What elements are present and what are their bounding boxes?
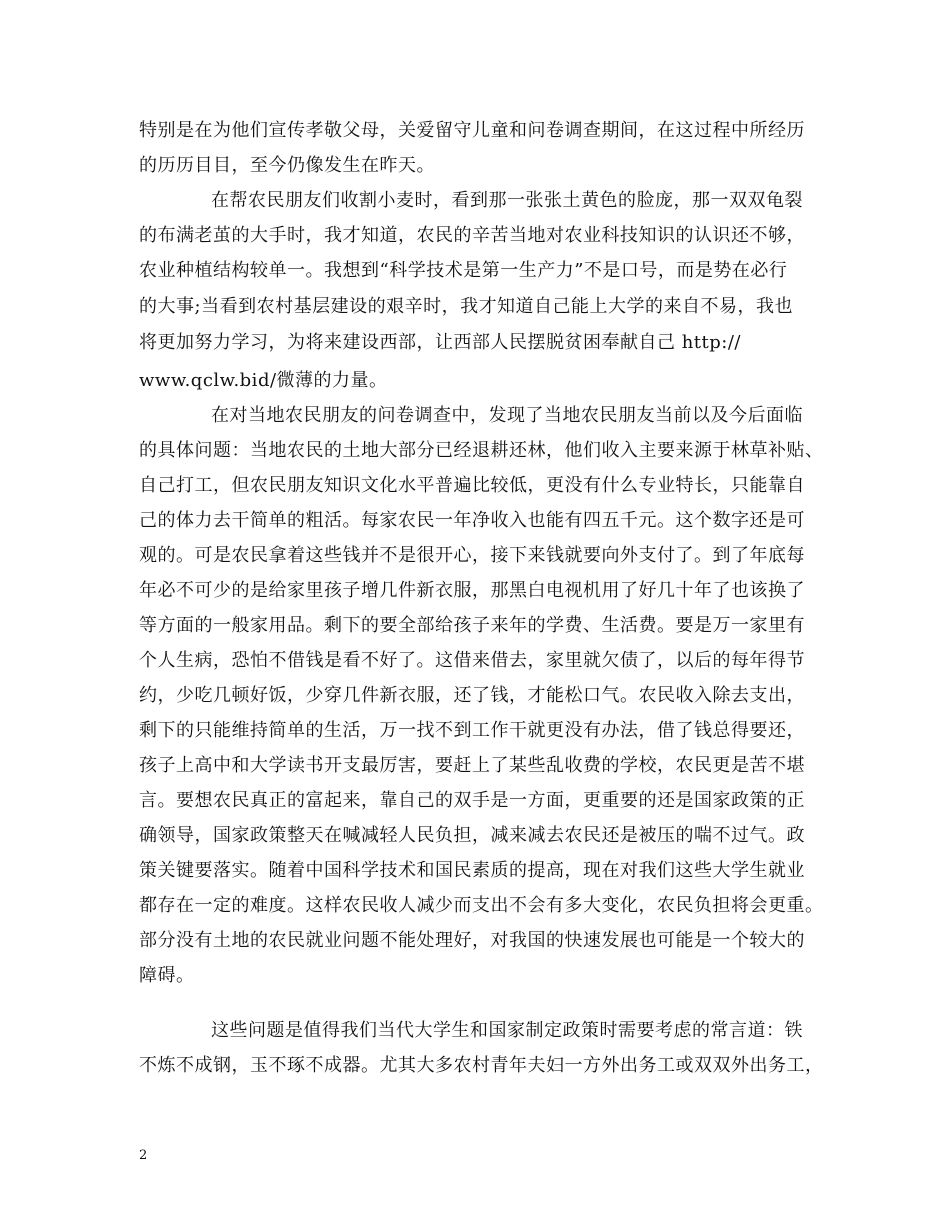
body-text-line: 言。要想农民真正的富起来，靠自己的双手是一方面，更重要的还是国家政策的正: [139, 790, 805, 811]
body-text-line: 确领导，国家政策整天在喊减轻人民负担，减来减去农民还是被压的喘不过气。政: [139, 825, 805, 846]
body-text-line: 的历历目目，至今仍像发生在昨天。: [139, 155, 435, 176]
body-text-line: www.qclw.bid/微薄的力量。: [139, 370, 388, 391]
body-text-line: 个人生病，恐怕不借钱是看不好了。这借来借去，家里就欠债了，以后的每年得节: [139, 650, 805, 671]
body-text-line: 的大事;当看到农村基层建设的艰辛时，我才知道自己能上大学的来自不易，我也: [139, 296, 794, 317]
body-text-line: 策关键要落实。随着中国科学技术和国民素质的提高，现在对我们这些大学生就业: [139, 860, 805, 881]
paragraph-first-line: 在帮农民朋友们收割小麦时，看到那一张张土黄色的脸庞，那一双双龟裂: [211, 190, 803, 211]
paragraph-first-line: 在对当地农民朋友的问卷调查中，发现了当地农民朋友当前以及今后面临: [211, 405, 803, 426]
body-text-line: 农业种植结构较单一。我想到“科学技术是第一生产力”不是口号，而是势在必行: [139, 260, 788, 281]
body-text-line: 将更加努力学习，为将来建设西部，让西部人民摆脱贫困奉献自己 http://: [139, 332, 741, 353]
body-text-line: 等方面的一般家用品。剩下的要全部给孩子来年的学费、生活费。要是万一家里有: [139, 615, 805, 636]
body-text-line: 孩子上高中和大学读书开支最厉害，要赶上了某些乱收费的学校，农民更是苦不堪: [139, 755, 805, 776]
body-text-line: 障碍。: [139, 965, 195, 986]
page-number: 2: [139, 1148, 148, 1163]
body-text-line: 的具体问题：当地农民的土地大部分已经退耕还林，他们收入主要来源于林草补贴、: [139, 440, 824, 461]
body-text-line: 不炼不成钢，玉不琢不成器。尤其大多农村青年夫妇一方外出务工或双双外出务工，: [139, 1055, 824, 1076]
body-text-line: 都存在一定的难度。这样农民收人减少而支出不会有多大变化，农民负担将会更重。: [139, 895, 824, 916]
body-text-line: 部分没有土地的农民就业问题不能处理好，对我国的快速发展也可能是一个较大的: [139, 930, 805, 951]
body-text-line: 观的。可是农民拿着这些钱并不是很开心，接下来钱就要向外支付了。到了年底每: [139, 545, 805, 566]
body-text-line: 己的体力去干简单的粗活。每家农民一年净收入也能有四五千元。这个数字还是可: [139, 510, 805, 531]
body-text-line: 自己打工，但农民朋友知识文化水平普遍比较低，更没有什么专业特长，只能靠自: [139, 475, 805, 496]
body-text-line: 特别是在为他们宣传孝敬父母，关爱留守儿童和问卷调查期间，在这过程中所经历: [139, 120, 805, 141]
paragraph-first-line: 这些问题是值得我们当代大学生和国家制定政策时需要考虑的常言道：铁: [211, 1020, 803, 1041]
body-text-line: 剩下的只能维持简单的生活，万一找不到工作干就更没有办法，借了钱总得要还，: [139, 720, 805, 741]
body-text-line: 约，少吃几顿好饭，少穿几件新衣服，还了钱，才能松口气。农民收入除去支出，: [139, 685, 805, 706]
body-text-line: 的布满老茧的大手时，我才知道，农民的辛苦当地对农业科技知识的认识还不够，: [139, 225, 805, 246]
body-text-line: 年必不可少的是给家里孩子增几件新衣服，那黑白电视机用了好几十年了也该换了: [139, 580, 805, 601]
